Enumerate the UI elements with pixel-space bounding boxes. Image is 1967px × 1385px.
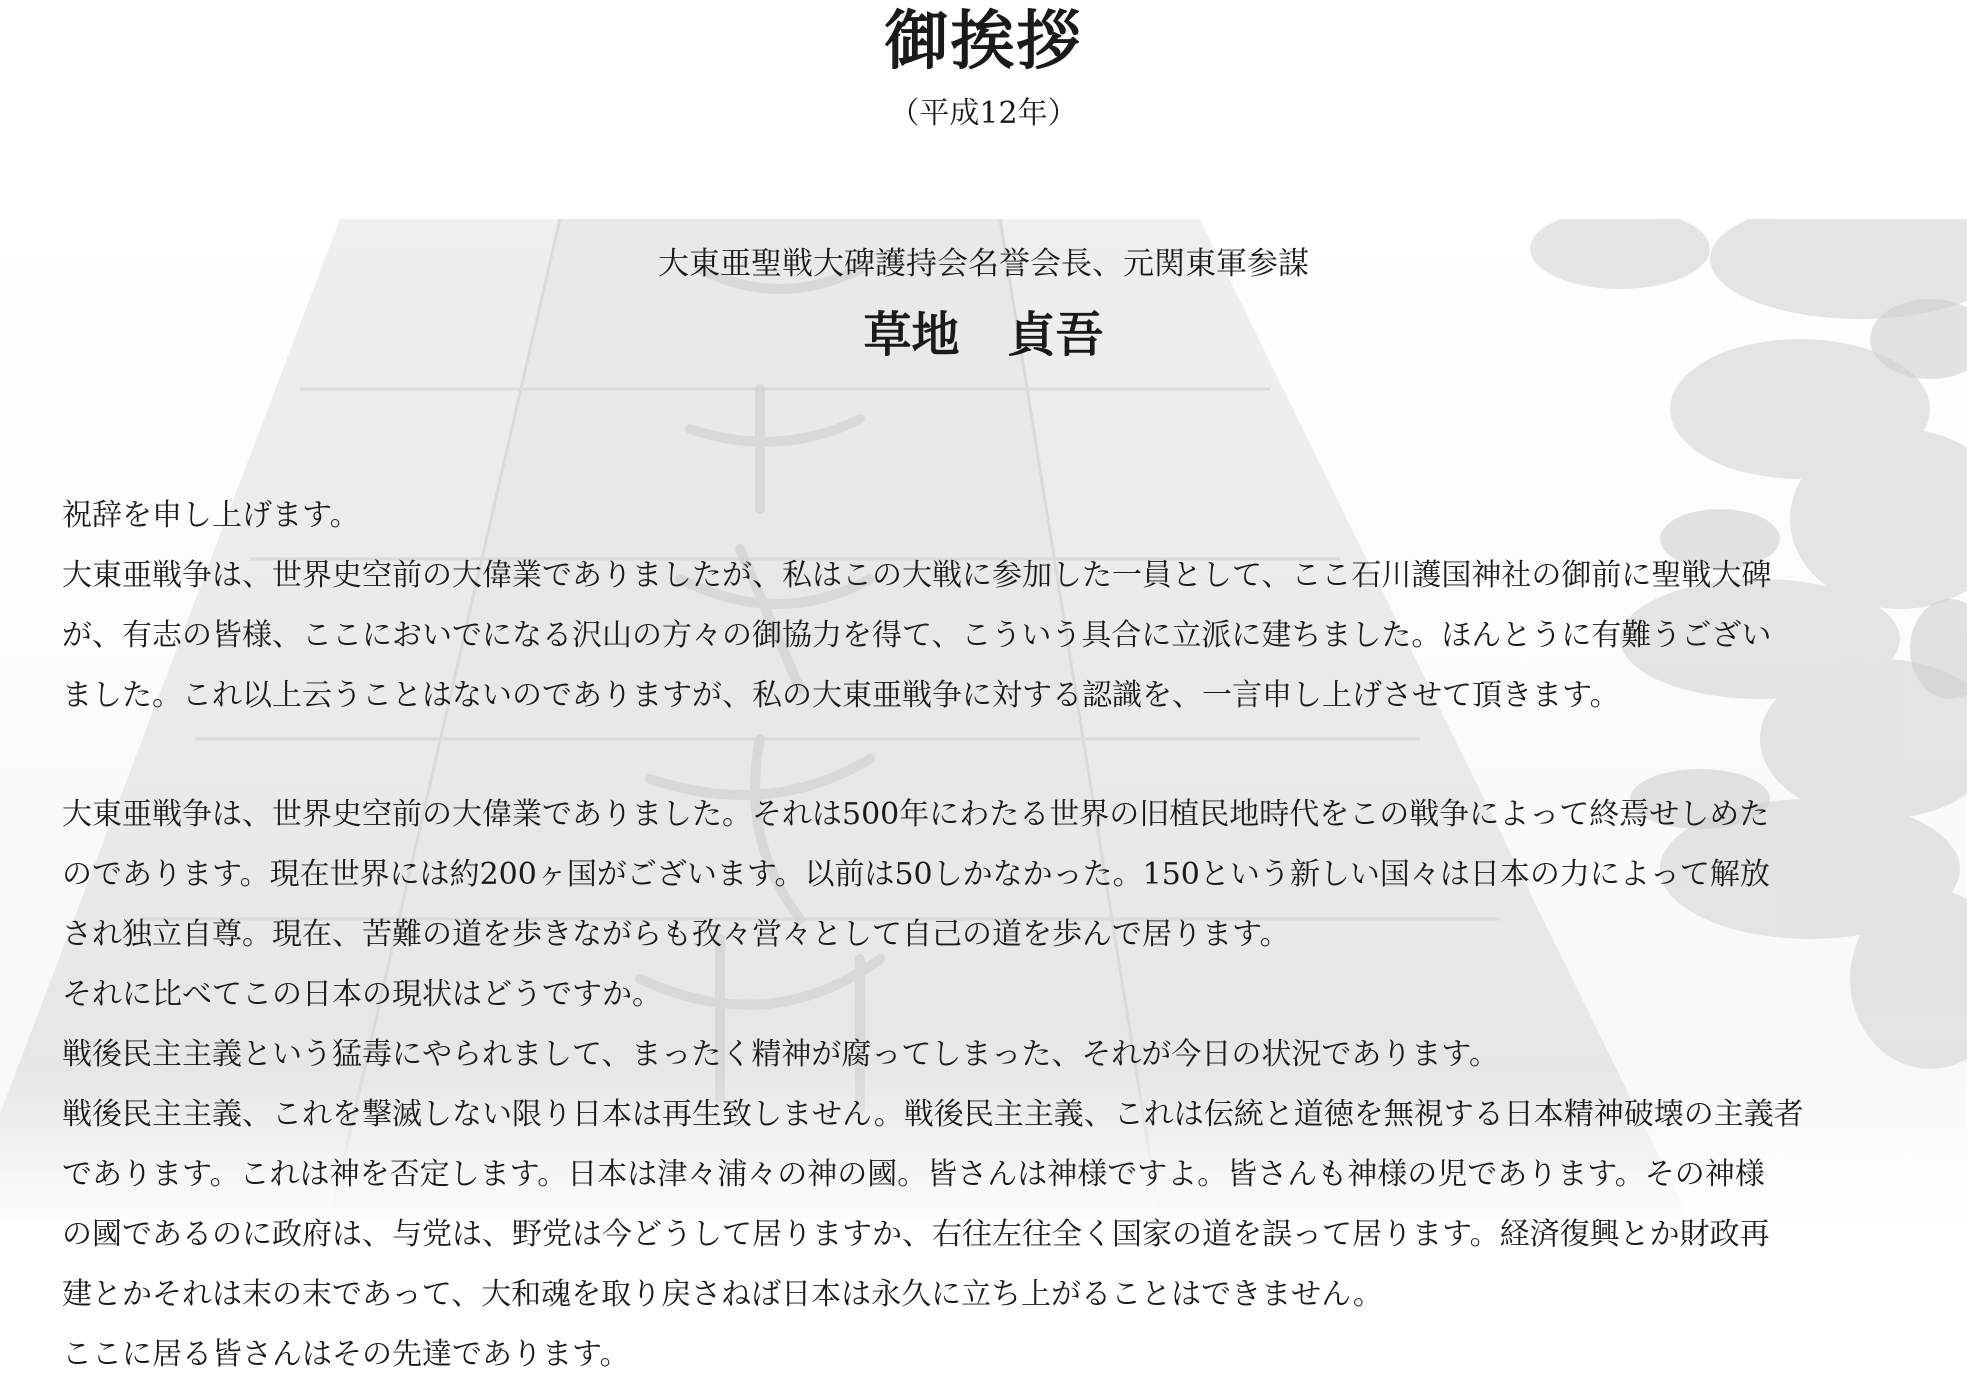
body-line: 建とかそれは末の末であって、大和魂を取り戻さねば日本は永久に立ち上がることはできません。 [62, 1277, 1383, 1312]
author-affiliation: 大東亜聖戦大碑護持会名誉会長、元関東軍参謀 [658, 246, 1309, 282]
body-line: のであります。現在世界には約200ヶ国がございます。以前は50しかなかった。150という新しい国々は日本の力によって解放 [62, 857, 1770, 892]
paragraph-spacer [62, 726, 1912, 785]
body-line: ました。これ以上云うことはないのでありますが、私の大東亜戦争に対する認識を、一言申し上げさせて頂きます。 [62, 678, 1620, 713]
page-date: （平成12年） [889, 96, 1078, 131]
body-line: 戦後民主主義、これを撃滅しない限り日本は再生致しません。戦後民主主義、これは伝統と道徳を無視する日本精神破壊の主義者 [62, 1097, 1804, 1132]
page-title: 御挨拶 [884, 4, 1083, 79]
body-line: 大東亜戦争は、世界史空前の大偉業でありましたが、私はこの大戦に参加した一員として、ここ石川護国神社の御前に聖戦大碑 [62, 558, 1772, 593]
body-line: 大東亜戦争は、世界史空前の大偉業でありました。それは500年にわたる世界の旧植民地時代をこの戦争によって終焉せしめた [62, 797, 1770, 832]
body-line: され独立自尊。現在、苦難の道を歩きながらも孜々営々として自己の道を歩んで居ります。 [62, 917, 1290, 952]
body-line: が、有志の皆様、ここにおいでになる沢山の方々の御協力を得て、こういう具合に立派に建ちました。ほんとうに有難うござい [62, 618, 1772, 653]
author-name: 草地 貞吾 [863, 307, 1104, 363]
speech-body [62, 486, 1912, 1385]
body-line: それに比べてこの日本の現状はどうですか。 [62, 977, 662, 1012]
body-line: の國であるのに政府は、与党は、野党は今どうして居りますか、右往左往全く国家の道を誤って居ります。経済復興とか財政再 [62, 1217, 1770, 1252]
body-line: であります。これは神を否定します。日本は津々浦々の神の國。皆さんは神様ですよ。皆さんも神様の児であります。その神様 [62, 1157, 1765, 1192]
body-line: 祝辞を申し上げます。 [62, 498, 360, 533]
body-line: ここに居る皆さんはその先達であります。 [62, 1337, 630, 1372]
body-line: 戦後民主主義という猛毒にやられまして、まったく精神が腐ってしまった、それが今日の状況であります。 [62, 1037, 1499, 1072]
